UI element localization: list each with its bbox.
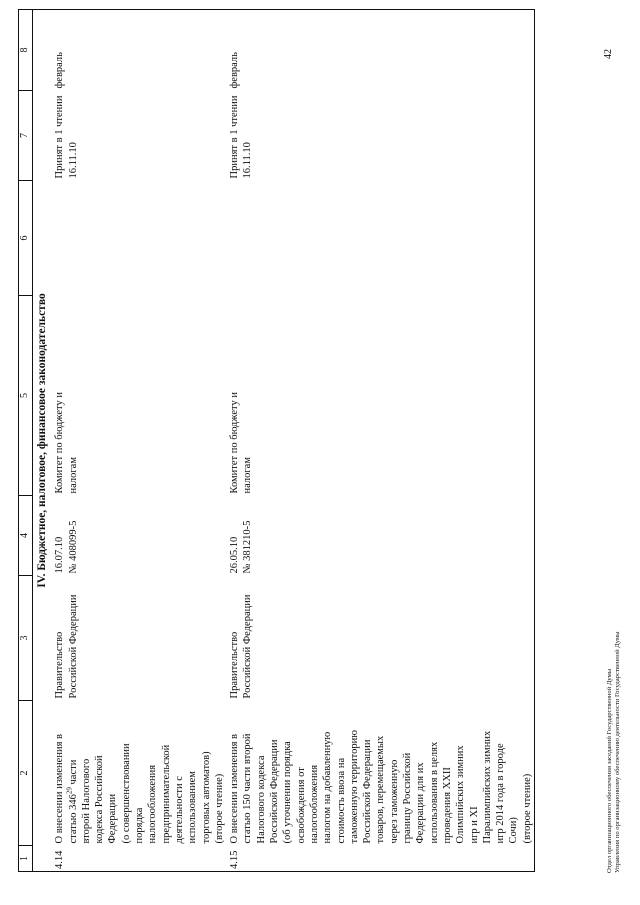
bill-title: О внесении изменения в статью 150 части второй Налогового кодекса Российской Федерации (об уточнении порядка освобождения от налогообложения налогом на добавленную стоимость ввоза на таможенную территорию Российской Федерации товаров, перемещаемых через таможенную границу Российской Федерации для их использования в целях проведения XXII Олимпийских зимних игр и XI Паралимпийских зимних игр 2014 года в городе Сочи) (второе чтение) xyxy=(226,701,534,846)
month: февраль xyxy=(226,10,534,91)
registration-date: 26.05.10 xyxy=(229,536,241,574)
row-number: 4.15 xyxy=(226,846,534,872)
footnote-mark: 29 xyxy=(65,787,74,795)
column-number-header xyxy=(19,10,33,872)
header-cell-1: 1 xyxy=(19,846,33,872)
page-number: 42 xyxy=(603,49,614,59)
header-cell-7: 7 xyxy=(19,91,33,181)
bill-title: О внесении изменения в статью $346^{29}$ части второй Налогового кодекса Российской Федерации (о совершенствовании порядка налогообложения предпринимательской деятельности с использованием торговых автоматов) (второе чтение) xyxy=(54,734,225,844)
table-row xyxy=(226,10,534,872)
row-number: 4.14 xyxy=(51,846,226,872)
status: Принят в 1 чтении 16.11.10 xyxy=(226,91,534,181)
committee: Комитет по бюджету и налогам xyxy=(54,392,79,494)
month: февраль xyxy=(51,10,226,91)
registration xyxy=(51,496,226,576)
committee: Комитет по бюджету и налогам xyxy=(226,296,534,496)
initiator: Правительство Российской Федерации xyxy=(226,576,534,701)
header-cell-8: 8 xyxy=(19,10,33,91)
col6-cell xyxy=(226,181,534,296)
initiator: Правительство Российской Федерации xyxy=(54,594,79,699)
registration xyxy=(226,496,534,576)
header-cell-5: 5 xyxy=(19,296,33,496)
col6-cell xyxy=(51,181,226,296)
footer-note: Отдел организационного обеспечения заседаний Государственной Думы Управления по организационному обеспечению деятельности Государственной Думы xyxy=(606,631,622,873)
bill-number: № 408099-5 xyxy=(67,520,79,574)
status: Принят в 1 чтении 16.11.10 xyxy=(54,95,79,179)
section-title: IV. Бюджетное, налоговое, финансовое законодательство xyxy=(33,10,52,872)
registration-date: 16.07.10 xyxy=(54,536,66,574)
header-cell-2: 2 xyxy=(19,701,33,846)
table-row xyxy=(51,10,226,872)
header-cell-4: 4 xyxy=(19,496,33,576)
legislation-table xyxy=(18,9,535,872)
bill-number: № 381210-5 xyxy=(242,520,254,574)
header-cell-3: 3 xyxy=(19,576,33,701)
header-cell-6: 6 xyxy=(19,181,33,296)
